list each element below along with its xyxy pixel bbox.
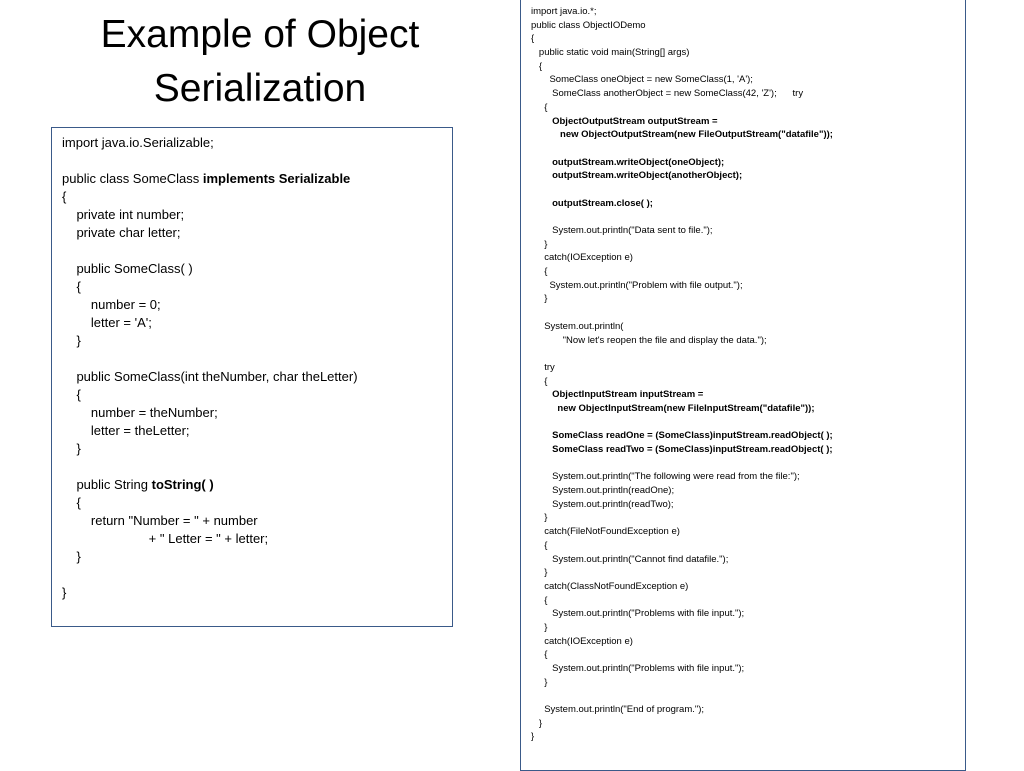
objectiodemo-code-line — [531, 251, 957, 265]
code-text: public class SomeClass — [62, 171, 203, 186]
objectiodemo-code-line — [531, 169, 957, 183]
objectiodemo-code-line — [531, 416, 957, 430]
code-text: System.out.println("Cannot find datafile."); — [531, 553, 729, 565]
someclass-code-line — [62, 350, 442, 368]
objectiodemo-code-line — [531, 648, 957, 662]
slide-title-line-2: Serialization — [153, 67, 367, 110]
someclass-code-line — [62, 440, 442, 458]
code-text: { — [531, 101, 548, 113]
code-text: ObjectInputStream inputStream = — [531, 389, 704, 401]
code-text: catch(IOException e) — [531, 252, 633, 264]
code-text: } — [62, 441, 81, 456]
objectiodemo-code-line — [531, 279, 957, 293]
code-text: { — [531, 649, 548, 661]
someclass-code-line — [62, 332, 442, 350]
objectiodemo-code-line — [531, 347, 957, 361]
code-text: return "Number = " + number — [62, 513, 258, 528]
objectiodemo-code-line — [531, 265, 957, 279]
someclass-code-line — [62, 170, 442, 188]
code-text: } — [531, 731, 535, 743]
someclass-code-line — [62, 512, 442, 530]
code-text: public String — [62, 477, 152, 492]
code-text: } — [531, 676, 548, 688]
objectiodemo-code-line — [531, 60, 957, 74]
someclass-code-line — [62, 530, 442, 548]
code-text: letter = 'A'; — [62, 315, 152, 330]
code-text: new ObjectOutputStream(new FileOutputStream("datafile")); — [531, 129, 833, 141]
code-text: number = theNumber; — [62, 405, 218, 420]
someclass-code-line — [62, 548, 442, 566]
code-text: { — [531, 60, 543, 72]
code-text: + " Letter = " + letter; — [62, 531, 269, 546]
objectiodemo-code-line — [531, 375, 957, 389]
objectiodemo-code-line — [531, 635, 957, 649]
code-text: public class ObjectIODemo — [531, 19, 646, 31]
code-text: number = 0; — [62, 297, 161, 312]
objectiodemo-code-line — [531, 553, 957, 567]
objectiodemo-code-line — [531, 566, 957, 580]
objectiodemo-code-line — [531, 292, 957, 306]
code-text: catch(ClassNotFoundException e) — [531, 580, 689, 592]
code-text: System.out.println("End of program."); — [531, 704, 705, 716]
objectiodemo-code-line — [531, 32, 957, 46]
code-text: System.out.println("Problems with file input."); — [531, 608, 745, 620]
someclass-code-listing — [62, 134, 442, 602]
objectiodemo-code-line — [531, 607, 957, 621]
objectiodemo-code-line — [531, 470, 957, 484]
objectiodemo-code-line — [531, 717, 957, 731]
code-text: System.out.println(readTwo); — [531, 498, 674, 510]
code-text: } — [62, 549, 81, 564]
someclass-code-line — [62, 566, 442, 584]
code-text: { — [62, 387, 81, 402]
code-text: new ObjectInputStream(new FileInputStream("datafile")); — [531, 402, 815, 414]
code-text: } — [531, 512, 548, 524]
code-text: } — [531, 293, 548, 305]
objectiodemo-code-line — [531, 210, 957, 224]
someclass-code-line — [62, 260, 442, 278]
code-text: System.out.println("Problem with file output."); — [531, 279, 743, 291]
objectiodemo-code-line — [531, 224, 957, 238]
code-text: import java.io.*; — [531, 6, 597, 17]
code-text: { — [531, 375, 548, 387]
objectiodemo-code-line — [531, 689, 957, 703]
code-text: letter = theLetter; — [62, 423, 190, 438]
code-text: public SomeClass( ) — [62, 261, 193, 276]
code-text: public SomeClass(int theNumber, char theLetter) — [62, 369, 358, 384]
code-keyword-bold: implements Serializable — [202, 171, 351, 186]
objectiodemo-code-line — [531, 621, 957, 635]
objectiodemo-code-box — [520, 0, 966, 771]
objectiodemo-code-line — [531, 703, 957, 717]
objectiodemo-code-line — [531, 87, 957, 101]
code-text: System.out.println(readOne); — [531, 485, 675, 497]
objectiodemo-code-line — [531, 388, 957, 402]
objectiodemo-code-line — [531, 19, 957, 33]
objectiodemo-code-line — [531, 429, 957, 443]
someclass-code-line — [62, 386, 442, 404]
code-text: outputStream.writeObject(anotherObject); — [531, 170, 743, 182]
code-text: outputStream.close( ); — [531, 197, 653, 209]
objectiodemo-code-line — [531, 183, 957, 197]
someclass-code-line — [62, 188, 442, 206]
someclass-code-line — [62, 404, 442, 422]
objectiodemo-code-line — [531, 142, 957, 156]
code-text: catch(IOException e) — [531, 635, 633, 647]
code-text: SomeClass anotherObject = new SomeClass(42, 'Z'); try — [531, 88, 804, 100]
code-text: private char letter; — [62, 225, 181, 240]
code-text: { — [531, 594, 548, 606]
objectiodemo-code-line — [531, 320, 957, 334]
code-text: System.out.println( — [531, 320, 624, 332]
someclass-code-line — [62, 224, 442, 242]
someclass-code-line — [62, 584, 442, 602]
someclass-code-line — [62, 152, 442, 170]
objectiodemo-code-line — [531, 306, 957, 320]
code-text: { — [531, 266, 548, 278]
objectiodemo-code-line — [531, 46, 957, 60]
objectiodemo-code-line — [531, 498, 957, 512]
objectiodemo-code-line — [531, 580, 957, 594]
someclass-code-line — [62, 314, 442, 332]
code-text: } — [531, 567, 548, 579]
code-text: { — [62, 495, 81, 510]
objectiodemo-code-line — [531, 730, 957, 744]
someclass-code-line — [62, 278, 442, 296]
code-text: try — [531, 361, 555, 373]
objectiodemo-code-line — [531, 238, 957, 252]
code-text: public static void main(String[] args) — [531, 47, 690, 59]
objectiodemo-code-line — [531, 73, 957, 87]
code-text: System.out.println("Problems with file input."); — [531, 663, 745, 674]
objectiodemo-code-line — [531, 525, 957, 539]
objectiodemo-code-line — [531, 361, 957, 375]
code-text: SomeClass readTwo = (SomeClass)inputStream.readObject( ); — [531, 444, 833, 455]
someclass-code-line — [62, 242, 442, 260]
code-text: } — [531, 238, 548, 250]
code-text: SomeClass readOne = (SomeClass)inputStream.readObject( ); — [531, 430, 833, 442]
objectiodemo-code-line — [531, 402, 957, 416]
code-text: private int number; — [62, 207, 185, 222]
objectiodemo-code-listing — [531, 5, 957, 744]
code-text: { — [531, 33, 535, 45]
code-text: } — [531, 621, 548, 633]
objectiodemo-code-line — [531, 101, 957, 115]
objectiodemo-code-line — [531, 443, 957, 457]
objectiodemo-code-line — [531, 484, 957, 498]
code-text: outputStream.writeObject(oneObject); — [531, 156, 725, 168]
code-text: import java.io.Serializable; — [62, 135, 214, 150]
objectiodemo-code-line — [531, 197, 957, 211]
code-text: System.out.println("Data sent to file."); — [531, 225, 713, 236]
code-keyword-bold: toString( ) — [151, 477, 214, 492]
someclass-code-line — [62, 206, 442, 224]
code-text: } — [531, 717, 543, 729]
slide-title-line-1: Example of Object — [100, 13, 420, 56]
someclass-code-line — [62, 368, 442, 386]
objectiodemo-code-line — [531, 156, 957, 170]
someclass-code-line — [62, 134, 442, 152]
code-text: { — [531, 539, 548, 551]
code-text: catch(FileNotFoundException e) — [531, 526, 680, 538]
slide-title — [40, 8, 480, 116]
code-text: { — [62, 279, 81, 294]
someclass-code-line — [62, 458, 442, 476]
code-text: } — [62, 585, 67, 600]
code-text: ObjectOutputStream outputStream = — [531, 115, 718, 127]
objectiodemo-code-line — [531, 662, 957, 676]
code-text: } — [62, 333, 81, 348]
objectiodemo-code-line — [531, 334, 957, 348]
objectiodemo-code-line — [531, 128, 957, 142]
objectiodemo-code-line — [531, 5, 957, 19]
objectiodemo-code-line — [531, 511, 957, 525]
code-text: System.out.println("The following were read from the file:"); — [531, 471, 800, 483]
objectiodemo-code-line — [531, 457, 957, 471]
someclass-code-line — [62, 296, 442, 314]
objectiodemo-code-line — [531, 594, 957, 608]
code-text: "Now let's reopen the file and display the data."); — [531, 334, 767, 346]
code-text: { — [62, 189, 67, 204]
someclass-code-line — [62, 476, 442, 494]
objectiodemo-code-line — [531, 539, 957, 553]
objectiodemo-code-line — [531, 115, 957, 129]
code-text: SomeClass oneObject = new SomeClass(1, 'A'); — [531, 74, 753, 86]
someclass-code-line — [62, 422, 442, 440]
someclass-code-box — [51, 127, 453, 627]
someclass-code-line — [62, 494, 442, 512]
objectiodemo-code-line — [531, 676, 957, 690]
